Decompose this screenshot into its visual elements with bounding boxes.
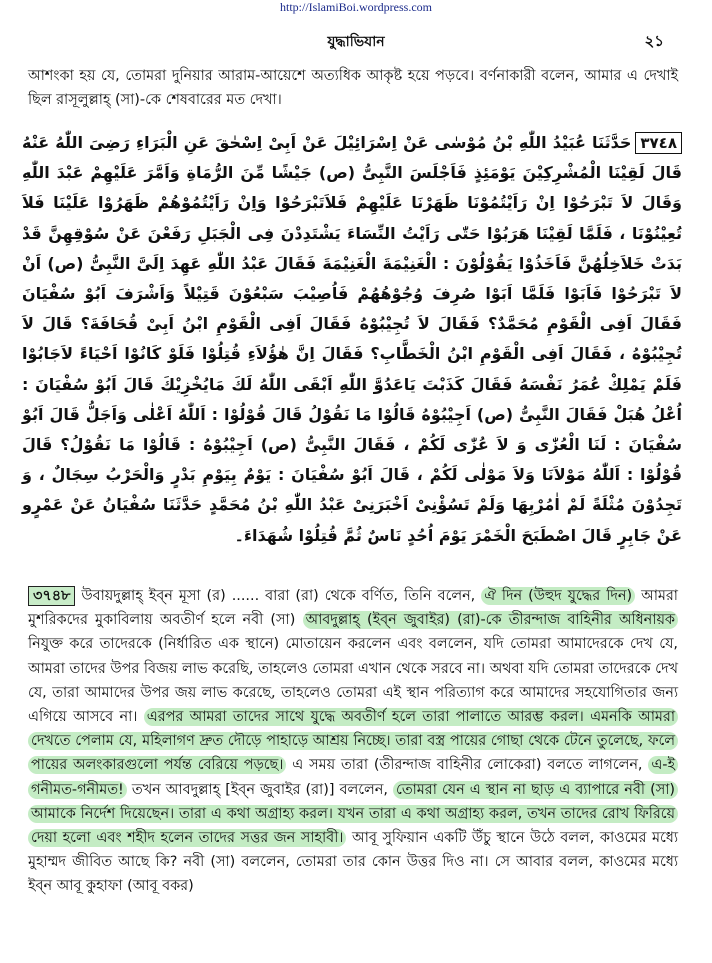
translation-text: আবূ সুফিয়ান একটি উঁচু স্থানে উঠে বলল, কাওমের মধ্যে মুহাম্মদ জীবিত আছে কি? নবী (সা) বললেন, তোমরা তার কোন উত্তর দিও না। সে আবার বলল, কাওমের মধ্যে ইব্‌ন আবূ কুহাফা (আবূ বকর) <box>28 830 678 895</box>
translation-text: এ সময় তারা (তীরন্দাজ বাহিনীর লোকেরা) বলতে লাগলেন, <box>286 757 649 774</box>
highlighted-text: আবদুল্লাহ্ (ইব্‌ন জুবাইর) (রা)-কে তীরন্দাজ বাহিনীর অধিনায়ক <box>303 611 679 629</box>
translation-text: উবায়দুল্লাহ্ ইব্‌ন মূসা (র) ...... বারা (রা) থেকে বর্ণিত, তিনি বলেন, <box>75 588 482 604</box>
translation-text: নিযুক্ত করে তাদেরকে (নির্ধারিত এক স্থানে) মোতায়েন করলেন এবং বললেন, যদি তোমরা আমাদেরকে দেখ যে, আমরা তাদের উপর বিজয় লাভ করেছি, তাহলেও তোমরা এখান থেকে সরবে না। অথবা যদি তোমরা তাদেরকে দেখ যে, তারা আমাদের উপর জয় লাভ করেছে, তাহলেও তোমরা এই স্থান পরিত্যাগ করে আমাদের সহযোগিতার জন্য এগিয়ে আসবে না। <box>28 636 678 726</box>
arabic-hadith-number: ٣٧٤٨ <box>635 132 682 154</box>
source-url: http://IslamiBoi.wordpress.com <box>280 0 432 14</box>
page-bottom-fade <box>0 933 712 963</box>
highlighted-text: ঐ দিন (উহুদ যুদ্ধের দিন) <box>481 587 635 605</box>
bengali-translation <box>28 584 678 899</box>
running-head <box>0 30 712 54</box>
highlighted-text: তোমরা যেন এ স্থান না ছাড় এ ব্যাপারে নবী (সা) আমাকে নির্দেশ দিয়েছেন। তারা এ কথা অগ্রাহ্য করল। যখন তারা এ কথা অগ্রাহ্য করল, তখন তাদের রোখ ফিরিয়ে দেয়া হলো এবং শহীদ হলেন তাদের সত্তর জন সাহাবী। <box>28 781 678 847</box>
translation-text: আমরা মুশরিকদের মুকাবিলায় অবতীর্ণ হলে নবী (সা) <box>28 588 678 629</box>
bengali-hadith-number: ৩৭৪৮ <box>28 586 75 606</box>
translation-segments <box>28 587 678 894</box>
page-number: ২১ <box>644 32 664 50</box>
highlighted-text: এরপর আমরা তাদের সাথে যুদ্ধে অবতীর্ণ হলে তারা পালাতে আরম্ভ করল। এমনকি আমরা দেখতে পেলাম যে, মহিলাগণ দ্রুত দৌড়ে পাহাড়ে আশ্রয় নিচ্ছে। তারা বস্ত্র পায়ের গোছা থেকে টেনে তুলেছে, ফলে পায়ের অলংকারগুলো পর্যন্ত বেরিয়ে পড়ছে। <box>28 708 678 774</box>
highlighted-text: এ-ই গনীমত-গনীমত! <box>28 756 678 798</box>
arabic-hadith-text <box>22 128 682 551</box>
translation-text: তখন আবদুল্লাহ্ [ইব্‌ন জুবাইর (রা)] বললেন, <box>126 781 393 798</box>
continued-paragraph: আশংকা হয় যে, তোমরা দুনিয়ার আরাম-আয়েশে অত্যধিক আকৃষ্ট হয়ে পড়বে। বর্ণনাকারী বলেন, আমার এ দেখাই ছিল রাসূলুল্লাহ্ (সা)-কে শেষবারের মত দেখা। <box>28 68 678 109</box>
arabic-hadith-body: حَدَّثَنَا عُبَيْدُ اللّٰهِ بْنُ مُوْسٰى عَنْ اِسْرَائِيْلَ عَنْ اَبِىْ اِسْحٰقَ عَنِ الْبَرَاءِ رَضِىَ اللّٰهُ عَنْهُ قَالَ لَقِيْنَا الْمُشْرِكِيْنَ يَوْمَئِذٍ فَاَجْلَسَ النَّبِىُّ (ص) جَيْشًا مِّنَ الرُّمَاةِ وَاَمَّرَ عَلَيْهِمْ عَبْدَ اللّٰهِ وَقَالَ لاَ تَبْرَحُوْا اِنْ رَاَيْتُمُوْنَا ظَهَرْنَا عَلَيْهِمْ فَلاَتَبْرَحُوْا وَاِنْ رَاَيْتُمُوْهُمْ ظَهَرُوْا عَلَيْنَا فَلاَ تُعِيْنُوْنَا ، فَلَمَّا لَقِيْنَا هَرَبُوْا حَتّٰى رَاَيْتُ النِّسَاءَ يَشْتَدِدْنَ فِى الْجَبَلِ رَفَعْنَ عَنْ سُوْقِهِنَّ قَدْ بَدَتْ خَلاَخِلُهُنَّ فَاَخَذُوْا يَقُوْلُوْنَ : الْغَنِيْمَةَ الْغَنِيْمَةَ فَقَالَ عَبْدُ اللّٰهِ عَهِدَ اِلَىَّ النَّبِىُّ (ص) اَنْ لاَ تَبْرَحُوْا فَاَبَوْا فَلَمَّا اَبَوْا صُرِفَ وُجُوْهُهُمْ فَاُصِيْبَ سَبْعُوْنَ قَتِيْلاً وَاَشْرَفَ اَبُوْ سُفْيَانَ فَقَالَ اَفِى الْقَوْمِ مُحَمَّدٌ؟ فَقَالَ لاَ تُجِيْبُوْهُ فَقَالَ اَفِى الْقَوْمِ ابْنُ اَبِىْ قُحَافَةَ؟ قَالَ لاَ تُجِيْبُوْهُ ، فَقَالَ اَفِى الْقَوْمِ ابْنُ الْخَطَّابِ؟ فَقَالَ اِنَّ هٰؤُلاَءِ قُتِلُوْا فَلَوْ كَانُوْا اَحْيَاءً لاَجَابُوْا فَلَمْ يَمْلِكْ عُمَرُ نَفْسَهُ فَقَالَ كَذَبْتَ يَاعَدُوَّ اللّٰهِ اَبْقَى اللّٰهُ لَكَ مَايُخْزِيْكَ قَالَ اَبُوْ سُفْيَانَ : اُعْلُ هُبَلْ فَقَالَ النَّبِىُّ (ص) اَجِيْبُوْهُ قَالُوْا مَا نَقُوْلُ قَالَ قُوْلُوْا : اَللّٰهُ اَعْلٰى وَاَجَلُّ قَالَ اَبُوْ سُفْيَانَ : لَنَا الْعُزّٰى وَ لاَ عُزّٰى لَكُمْ ، فَقَالَ النَّبِىُّ (ص) اَجِيْبُوْهُ : قَالُوْا مَا نَقُوْلُ؟ قَالَ قُوْلُوْا : اَللّٰهُ مَوْلاَنَا وَلاَ مَوْلٰى لَكُمْ ، قَالَ اَبُوْ سُفْيَانَ : يَوْمٌ بِيَوْمِ بَدْرٍ وَالْحَرْبُ سِجَالٌ ، وَ تَجِدُوْنَ مُثْلَةً لَمْ اٰمُرْبِهَا وَلَمْ تَسُؤْنِىْ اَخْبَرَنِىْ عَبْدُ اللّٰهِ بْنُ مُحَمَّدٍ حَدَّثَنَا سُفْيَانُ عَنْ عَمْرٍو عَنْ جَابِرٍ قَالَ اصْطَبَحَ الْخَمْرَ يَوْمَ اُحُدٍ نَاسٌ ثُمَّ قُتِلُوْا شُهَدَاءَ۔ <box>22 133 682 545</box>
running-title: যুদ্ধাভিযান <box>327 34 385 50</box>
